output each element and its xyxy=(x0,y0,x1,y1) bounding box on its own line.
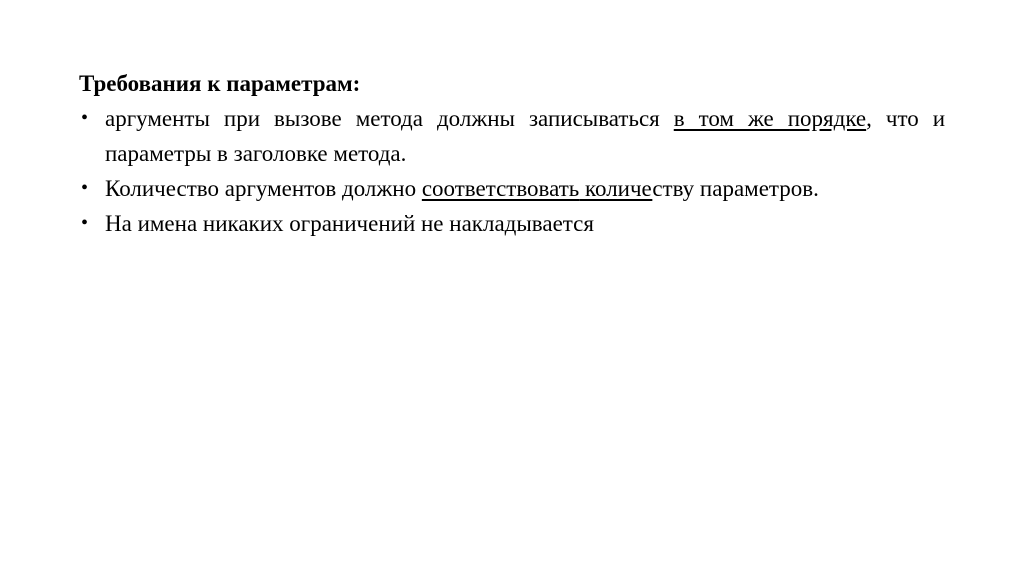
item-text: Количество аргументов должно xyxy=(105,176,422,201)
list-item xyxy=(79,171,945,206)
item-text: На имена никаких ограничений не накладывается xyxy=(105,211,594,236)
bullet-icon: • xyxy=(81,212,89,234)
bullet-icon: • xyxy=(81,107,89,129)
bullet-icon: • xyxy=(81,177,89,199)
item-text: , что и параметры в заголовке метода. xyxy=(105,106,946,166)
list-item xyxy=(79,206,945,241)
requirements-list xyxy=(79,101,945,241)
underlined-text: в том же порядке xyxy=(673,106,867,131)
slide-content xyxy=(79,66,945,241)
underlined-text: количе xyxy=(585,176,653,201)
list-item xyxy=(79,101,945,171)
underlined-text: соответствовать xyxy=(421,176,580,201)
item-text: ству параметров. xyxy=(652,176,819,201)
item-text: аргументы при вызове метода должны записываться xyxy=(105,106,674,131)
slide-heading: Требования к параметрам: xyxy=(79,71,361,96)
